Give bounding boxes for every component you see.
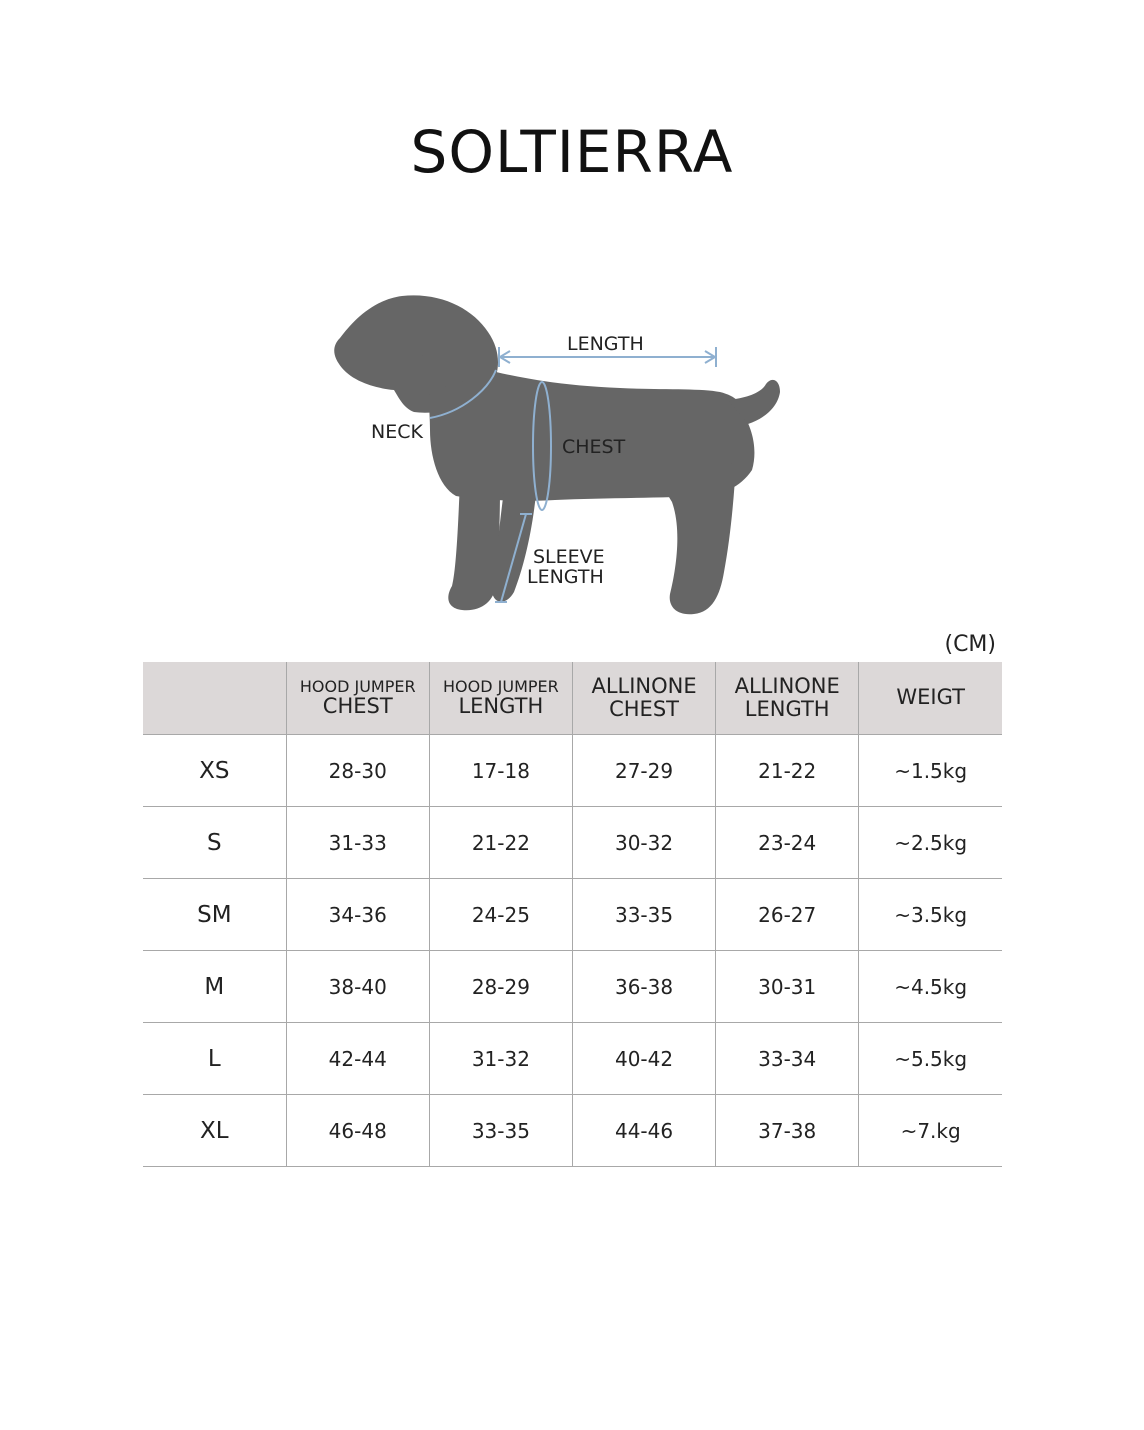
allinone-length-cell: 21-22 [716, 735, 859, 807]
hood-chest-cell: 31-33 [286, 807, 429, 879]
header-hood-jumper-length [429, 662, 572, 735]
weight-cell: ~3.5kg [859, 879, 1002, 951]
size-cell: XS [143, 735, 286, 807]
brand-title: SOLTIERRA [410, 118, 734, 186]
allinone-length-cell: 23-24 [716, 807, 859, 879]
header-top-text: ALLINONE [591, 673, 697, 698]
weight-cell: ~1.5kg [859, 735, 1002, 807]
header-top-text: ALLINONE [734, 673, 840, 698]
chest-label: CHEST [562, 436, 626, 458]
hood-length-cell: 17-18 [429, 735, 572, 807]
table-row [143, 951, 1002, 1023]
sleeve-label-line1: SLEEVE [533, 546, 605, 568]
allinone-chest-cell: 36-38 [572, 951, 715, 1023]
header-allinone-length [716, 662, 859, 735]
header-bottom-text: WEIGT [896, 685, 965, 710]
hood-length-cell: 33-35 [429, 1095, 572, 1167]
header-bottom-text: CHEST [322, 694, 393, 719]
sleeve-label-line2: LENGTH [527, 566, 604, 588]
header-weight [859, 662, 1002, 735]
hood-length-cell: 28-29 [429, 951, 572, 1023]
weight-cell: ~5.5kg [859, 1023, 1002, 1095]
allinone-chest-cell: 40-42 [572, 1023, 715, 1095]
size-cell: M [143, 951, 286, 1023]
allinone-length-cell: 37-38 [716, 1095, 859, 1167]
dog-measurement-diagram [0, 0, 1144, 630]
header-bottom-text: CHEST [609, 697, 679, 721]
hood-chest-cell: 46-48 [286, 1095, 429, 1167]
header-hood-jumper-chest [286, 662, 429, 735]
header-size [143, 662, 286, 735]
allinone-chest-cell: 30-32 [572, 807, 715, 879]
allinone-length-cell: 33-34 [716, 1023, 859, 1095]
table-row [143, 879, 1002, 951]
hood-chest-cell: 42-44 [286, 1023, 429, 1095]
allinone-chest-cell: 44-46 [572, 1095, 715, 1167]
header-bottom-text: LENGTH [744, 697, 830, 721]
header-allinone-chest [572, 662, 715, 735]
size-chart-table [143, 662, 1002, 1167]
size-cell: S [143, 807, 286, 879]
header-bottom-text: LENGTH [458, 694, 544, 719]
weight-cell: ~4.5kg [859, 951, 1002, 1023]
weight-cell: ~7.kg [859, 1095, 1002, 1167]
size-cell: SM [143, 879, 286, 951]
allinone-length-cell: 26-27 [716, 879, 859, 951]
table-row [143, 1023, 1002, 1095]
hood-length-cell: 31-32 [429, 1023, 572, 1095]
table-header-row [143, 662, 1002, 735]
allinone-chest-cell: 33-35 [572, 879, 715, 951]
table-row [143, 735, 1002, 807]
hood-chest-cell: 28-30 [286, 735, 429, 807]
allinone-chest-cell: 27-29 [572, 735, 715, 807]
header-top-text: HOOD JUMPER [443, 676, 559, 696]
size-cell: L [143, 1023, 286, 1095]
header-top-text: HOOD JUMPER [299, 676, 416, 696]
size-cell: XL [143, 1095, 286, 1167]
weight-cell: ~2.5kg [859, 807, 1002, 879]
unit-label: (CM) [944, 632, 996, 657]
hood-chest-cell: 34-36 [286, 879, 429, 951]
allinone-length-cell: 30-31 [716, 951, 859, 1023]
hood-chest-cell: 38-40 [286, 951, 429, 1023]
table-row [143, 807, 1002, 879]
neck-label: NECK [371, 421, 423, 443]
table-row [143, 1095, 1002, 1167]
length-label: LENGTH [567, 333, 644, 355]
hood-length-cell: 21-22 [429, 807, 572, 879]
hood-length-cell: 24-25 [429, 879, 572, 951]
